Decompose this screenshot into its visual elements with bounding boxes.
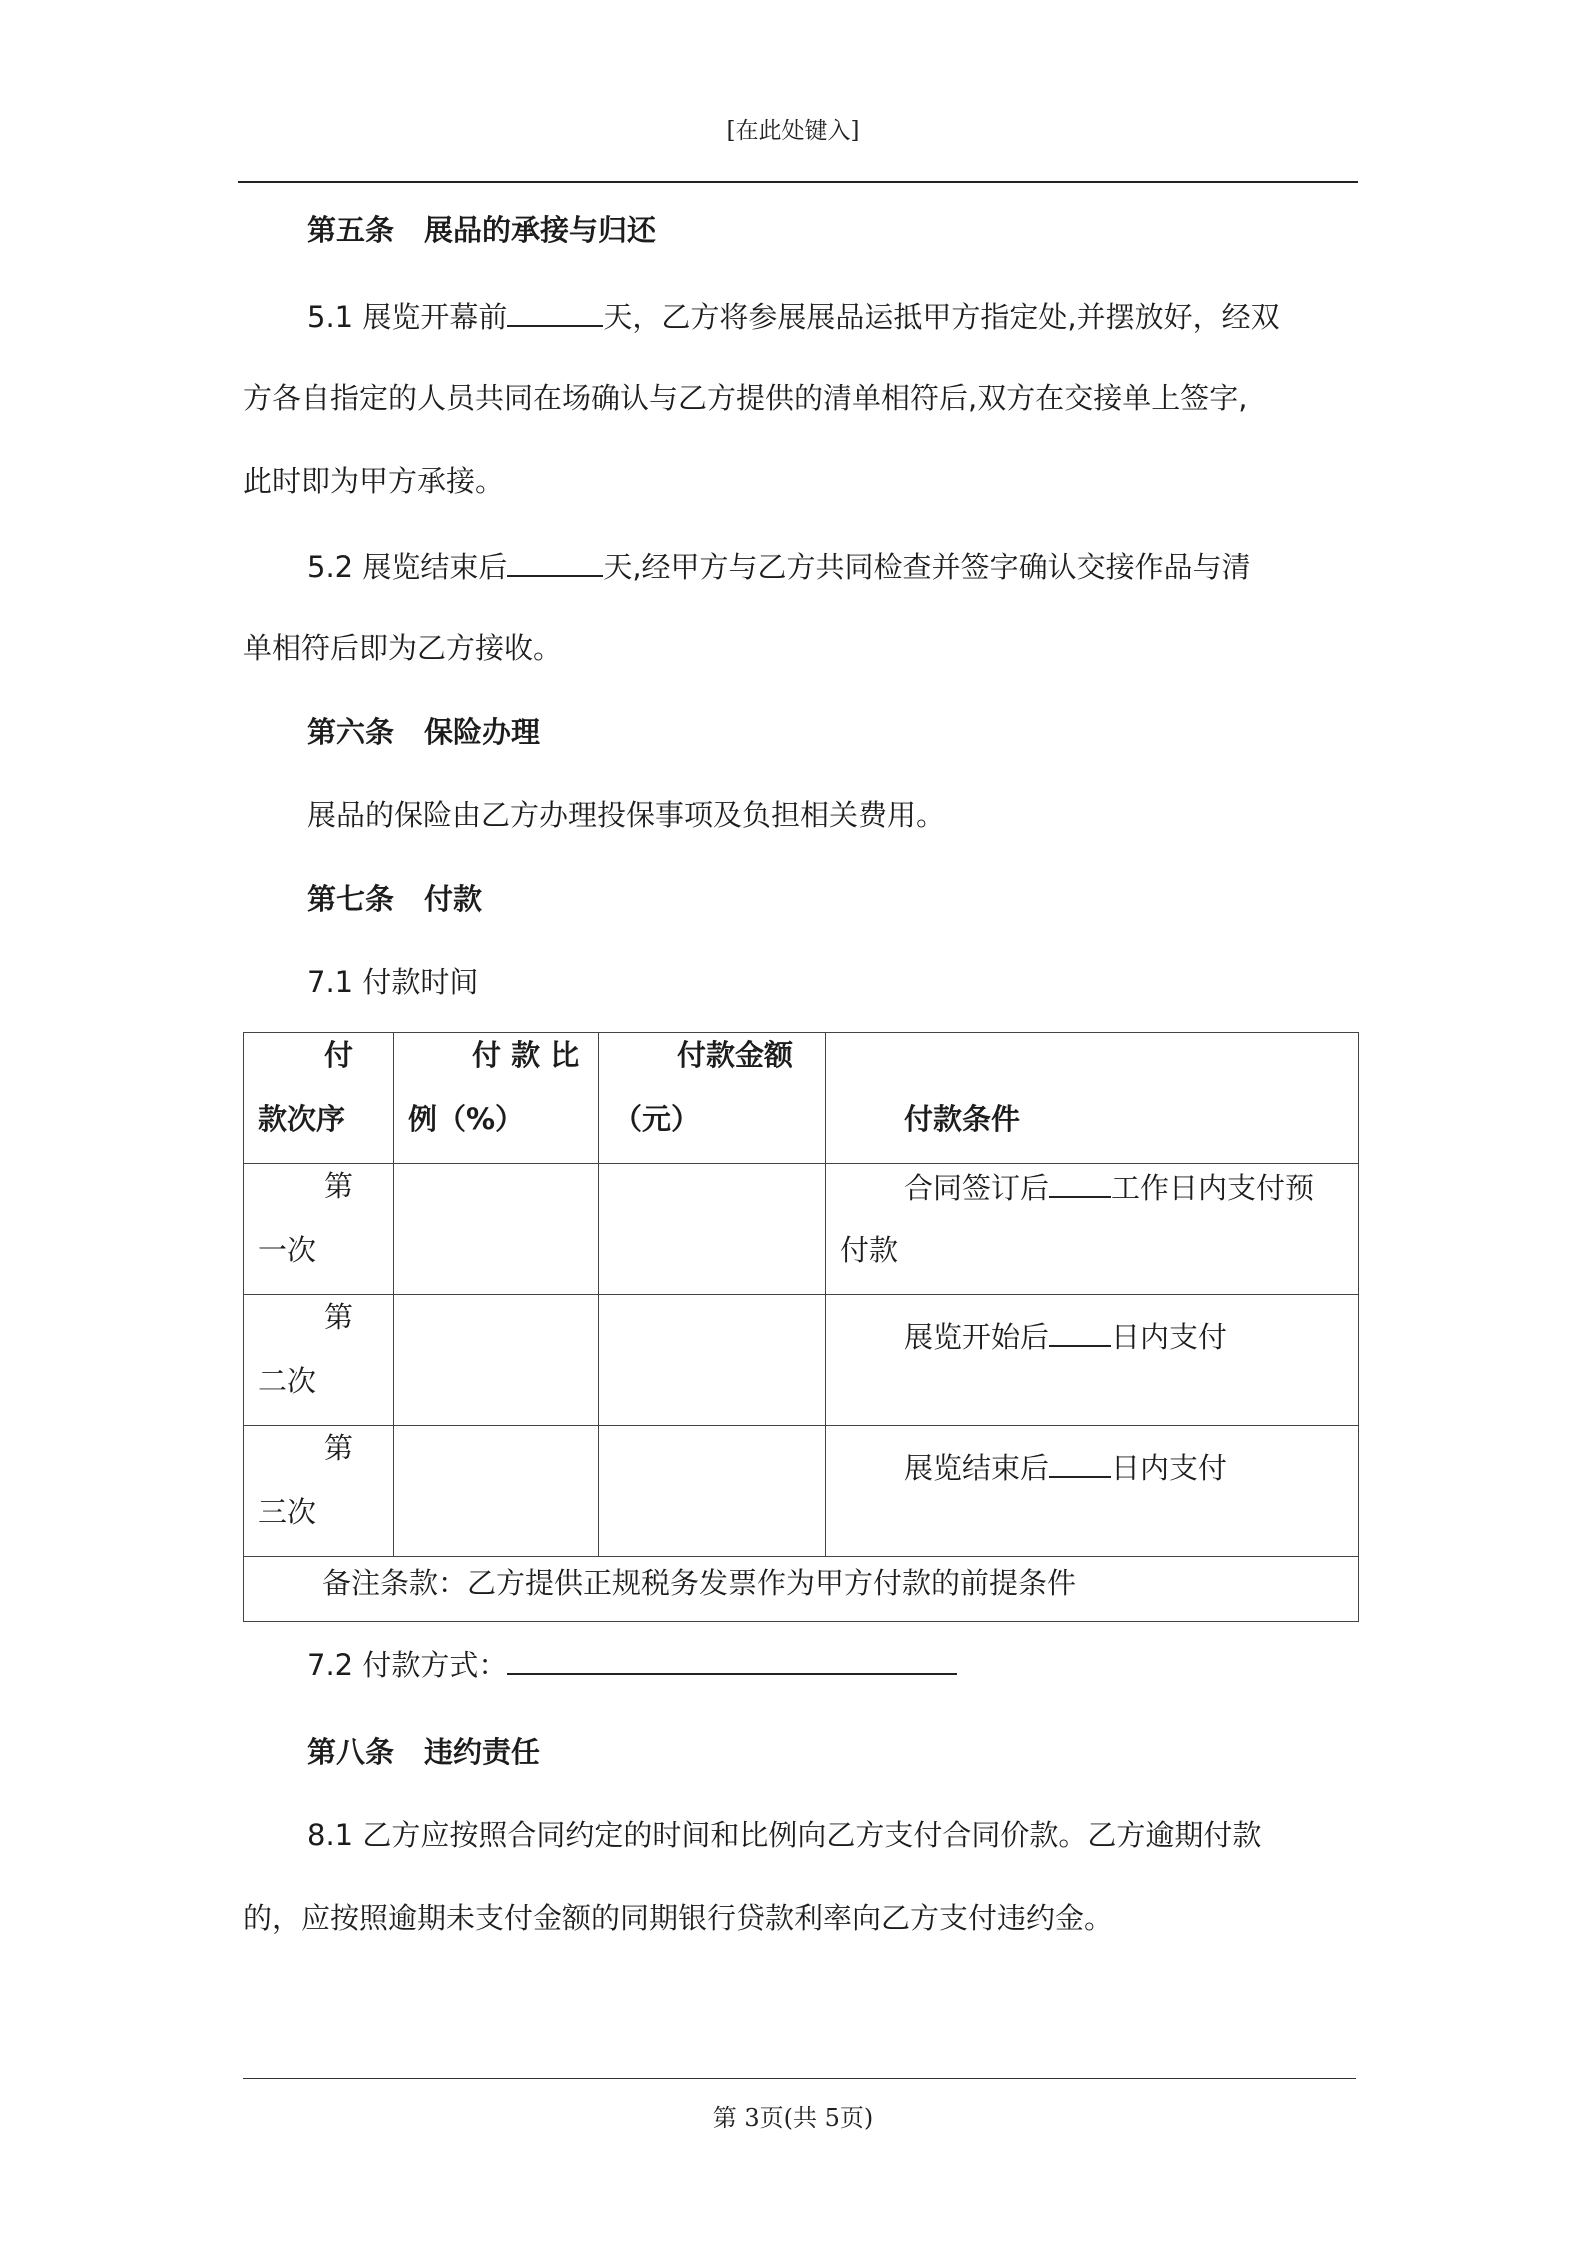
sequence-a: 第 <box>324 1431 354 1465</box>
condition-text-a: 展览结束后 <box>904 1451 1050 1485</box>
condition-text-b: 日内支付 <box>1111 1451 1228 1485</box>
clause-5-2-line-1 <box>307 545 1251 587</box>
clause-5-1-line-1 <box>307 295 1280 337</box>
article-6-title <box>307 712 540 752</box>
blank-days[interactable] <box>1049 1446 1111 1478</box>
clause-7-2-line <box>307 1643 957 1685</box>
article-7-number: 第七条 <box>307 882 395 916</box>
sequence-cell <box>244 1164 394 1295</box>
header-ratio-a: 付 款 比 <box>472 1038 580 1072</box>
header-rule <box>238 181 1358 183</box>
header-cell-sequence <box>244 1033 394 1164</box>
payment-schedule-table <box>243 1032 1359 1622</box>
table-row <box>244 1164 1359 1295</box>
header-amount-b: （元） <box>613 1102 701 1136</box>
amount-cell[interactable] <box>599 1295 826 1426</box>
article-6-number: 第六条 <box>307 715 395 749</box>
condition-text-a: 合同签订后 <box>904 1171 1050 1205</box>
amount-cell[interactable] <box>599 1164 826 1295</box>
sequence-cell <box>244 1426 394 1557</box>
clause-8-1-line-2: 的，应按照逾期未支付金额的同期银行贷款利率向乙方支付违约金。 <box>243 1901 1114 1935</box>
condition-cell <box>826 1295 1359 1426</box>
article-5-number: 第五条 <box>307 213 395 247</box>
ratio-cell[interactable] <box>394 1164 599 1295</box>
sequence-b: 一次 <box>258 1233 317 1267</box>
condition-cell <box>826 1426 1359 1557</box>
table-row <box>244 1426 1359 1557</box>
condition-cell <box>826 1164 1359 1295</box>
clause-8-1-line-1: 8.1 乙方应按照合同约定的时间和比例向乙方支付合同价款。乙方逾期付款 <box>307 1818 1262 1852</box>
table-header-row <box>244 1033 1359 1164</box>
condition-line-1 <box>904 1446 1227 1488</box>
blank-days-after[interactable] <box>507 545 603 577</box>
article-8-heading: 违约责任 <box>424 1735 541 1769</box>
header-cell-ratio <box>394 1033 599 1164</box>
header-ratio-b: 例（%） <box>408 1102 525 1136</box>
header-cell-condition <box>826 1033 1359 1164</box>
clause-5-2-text-b: 天,经甲方与乙方共同检查并签字确认交接作品与清 <box>603 550 1251 584</box>
blank-days[interactable] <box>1049 1315 1111 1347</box>
article-5-heading: 展品的承接与归还 <box>424 213 657 247</box>
blank-workdays[interactable] <box>1049 1166 1111 1198</box>
clause-5-1-line-3: 此时即为甲方承接。 <box>243 464 505 498</box>
article-7-heading: 付款 <box>424 882 483 916</box>
sequence-cell <box>244 1295 394 1426</box>
ratio-cell[interactable] <box>394 1295 599 1426</box>
note-cell <box>244 1557 1359 1622</box>
condition-text-b: 日内支付 <box>1111 1320 1228 1354</box>
clause-7-2-label: 7.2 付款方式： <box>307 1648 508 1682</box>
clause-5-1-line-2: 方各自指定的人员共同在场确认与乙方提供的清单相符后,双方在交接单上签字, <box>243 381 1248 415</box>
header-amount-a: 付款金额 <box>677 1038 794 1072</box>
article-8-title <box>307 1732 540 1772</box>
header-sequence-b: 款次序 <box>258 1102 346 1136</box>
header-sequence-a: 付 <box>324 1038 354 1072</box>
condition-line-1 <box>904 1166 1314 1208</box>
note-text: 备注条款：乙方提供正规税务发票作为甲方付款的前提条件 <box>322 1566 1077 1600</box>
blank-payment-method[interactable] <box>507 1643 957 1675</box>
article-6-heading: 保险办理 <box>424 715 541 749</box>
condition-text-a: 展览开始后 <box>904 1320 1050 1354</box>
clause-5-1-text-a: 5.1 展览开幕前 <box>307 300 508 334</box>
header-cell-amount <box>599 1033 826 1164</box>
table-note-row <box>244 1557 1359 1622</box>
sequence-a: 第 <box>324 1300 354 1334</box>
clause-5-2-line-2: 单相符后即为乙方接收。 <box>243 631 563 665</box>
footer-rule <box>243 2078 1356 2079</box>
sequence-a: 第 <box>324 1169 354 1203</box>
sequence-b: 二次 <box>258 1364 317 1398</box>
ratio-cell[interactable] <box>394 1426 599 1557</box>
article-8-number: 第八条 <box>307 1735 395 1769</box>
clause-5-2-text-a: 5.2 展览结束后 <box>307 550 508 584</box>
condition-line-2: 付款 <box>840 1233 899 1267</box>
article-5-title <box>307 210 656 250</box>
clause-7-1-label: 7.1 付款时间 <box>307 965 479 999</box>
condition-line-1 <box>904 1315 1227 1357</box>
article-7-title <box>307 879 482 919</box>
table-row <box>244 1295 1359 1426</box>
page-footer: 第 3页(共 5页) <box>712 2104 874 2132</box>
article-6-paragraph: 展品的保险由乙方办理投保事项及负担相关费用。 <box>307 798 946 832</box>
amount-cell[interactable] <box>599 1426 826 1557</box>
clause-5-1-text-b: 天，乙方将参展展品运抵甲方指定处,并摆放好，经双 <box>603 300 1280 334</box>
header-condition: 付款条件 <box>904 1102 1021 1136</box>
page-header: [在此处键入] <box>726 118 860 144</box>
blank-days-before[interactable] <box>507 295 603 327</box>
condition-text-b: 工作日内支付预 <box>1111 1171 1315 1205</box>
sequence-b: 三次 <box>258 1495 317 1529</box>
